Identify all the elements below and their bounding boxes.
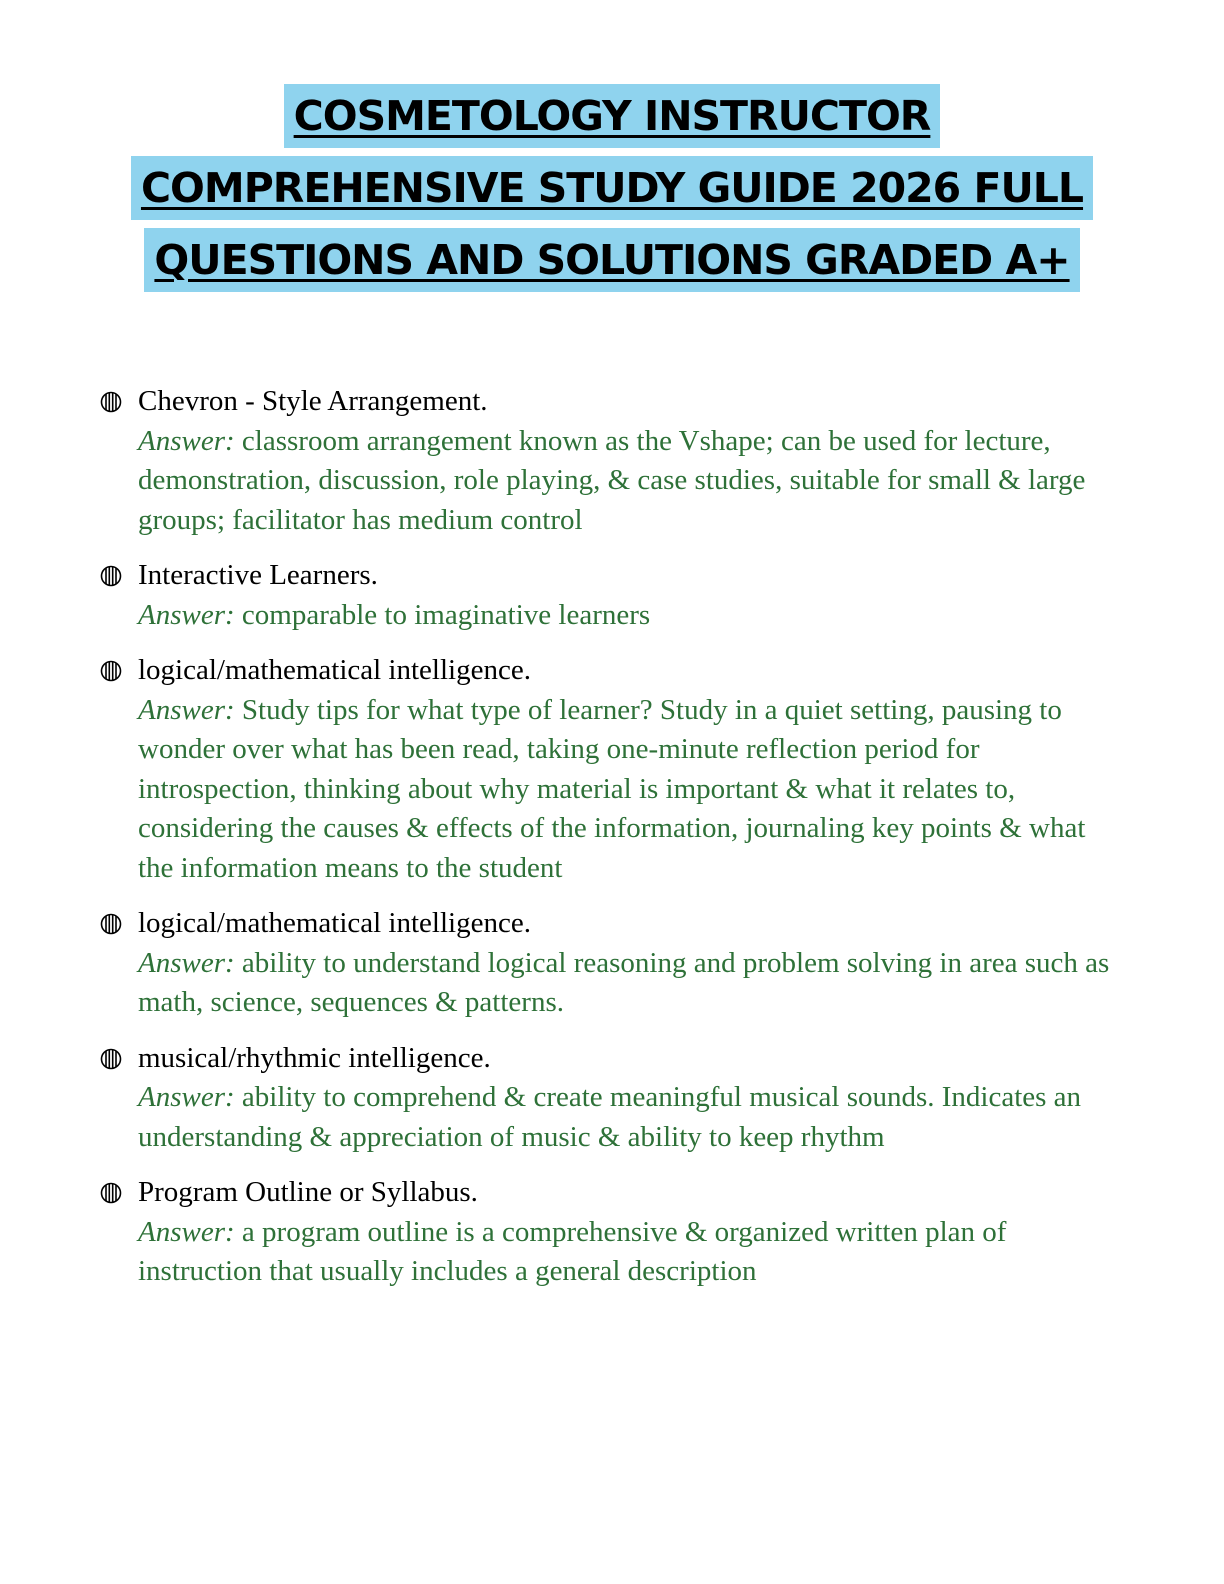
answer-text: ability to comprehend & create meaningful musical sounds. Indicates an understanding & appreciation of music & ability to keep rhythm [138, 1081, 1082, 1153]
question-text: Interactive Learners. [138, 559, 378, 591]
question-text: logical/mathematical intelligence. [138, 654, 531, 686]
qa-item [100, 382, 1120, 540]
answer-label: Answer: [138, 1215, 235, 1248]
question-text: Chevron - Style Arrangement. [138, 385, 488, 417]
qa-item [100, 556, 1120, 635]
question-text: Program Outline or Syllabus. [138, 1176, 478, 1208]
answer-label: Answer: [138, 1081, 235, 1113]
answer-label: Answer: [138, 424, 235, 457]
qa-item [100, 1173, 1120, 1292]
answer-label: Answer: [138, 693, 235, 726]
answer-block [138, 1213, 1120, 1292]
answer-text: ability to understand logical reasoning and problem solving in area such as math, science, sequences & patterns. [138, 946, 1110, 1018]
striped-circle-icon [100, 913, 122, 935]
answer-block [138, 1078, 1120, 1157]
answer-text: comparable to imaginative learners [241, 598, 651, 631]
title-line-1: COSMETOLOGY INSTRUCTOR [284, 84, 941, 148]
answer-text: a program outline is a comprehensive & organized written plan of instruction that usually includes a general description [138, 1215, 1007, 1287]
answer-text: classroom arrangement known as the Vshape; can be used for lecture, demonstration, discussion, role playing, & case studies, suitable for small & large groups; facilitator has medium control [138, 424, 1086, 536]
answer-block [138, 944, 1120, 1023]
striped-circle-icon [100, 1048, 122, 1070]
answer-block [138, 422, 1120, 541]
striped-circle-icon [100, 565, 122, 587]
qa-item [100, 904, 1120, 1023]
title-line-3: QUESTIONS AND SOLUTIONS GRADED A+ [144, 228, 1079, 292]
qa-item [100, 1039, 1120, 1158]
striped-circle-icon [100, 1182, 122, 1204]
title-line-2: COMPREHENSIVE STUDY GUIDE 2026 FULL [131, 156, 1093, 220]
answer-block [138, 691, 1120, 889]
document-title [0, 84, 1224, 300]
answer-label: Answer: [138, 598, 235, 631]
question-answer-list [100, 382, 1120, 1308]
answer-text: Study tips for what type of learner? Study in a quiet setting, pausing to wonder over what has been read, taking one-minute reflection period for introspection, thinking about why material is important & what it relates to, considering the causes & effects of the information, journaling key points & what the information means to the student [138, 693, 1086, 884]
striped-circle-icon [100, 391, 122, 413]
answer-label: Answer: [138, 946, 235, 979]
question-text: musical/rhythmic intelligence. [138, 1041, 491, 1074]
question-text: logical/mathematical intelligence. [138, 907, 531, 939]
answer-block [138, 596, 1120, 636]
qa-item [100, 651, 1120, 888]
striped-circle-icon [100, 660, 122, 682]
